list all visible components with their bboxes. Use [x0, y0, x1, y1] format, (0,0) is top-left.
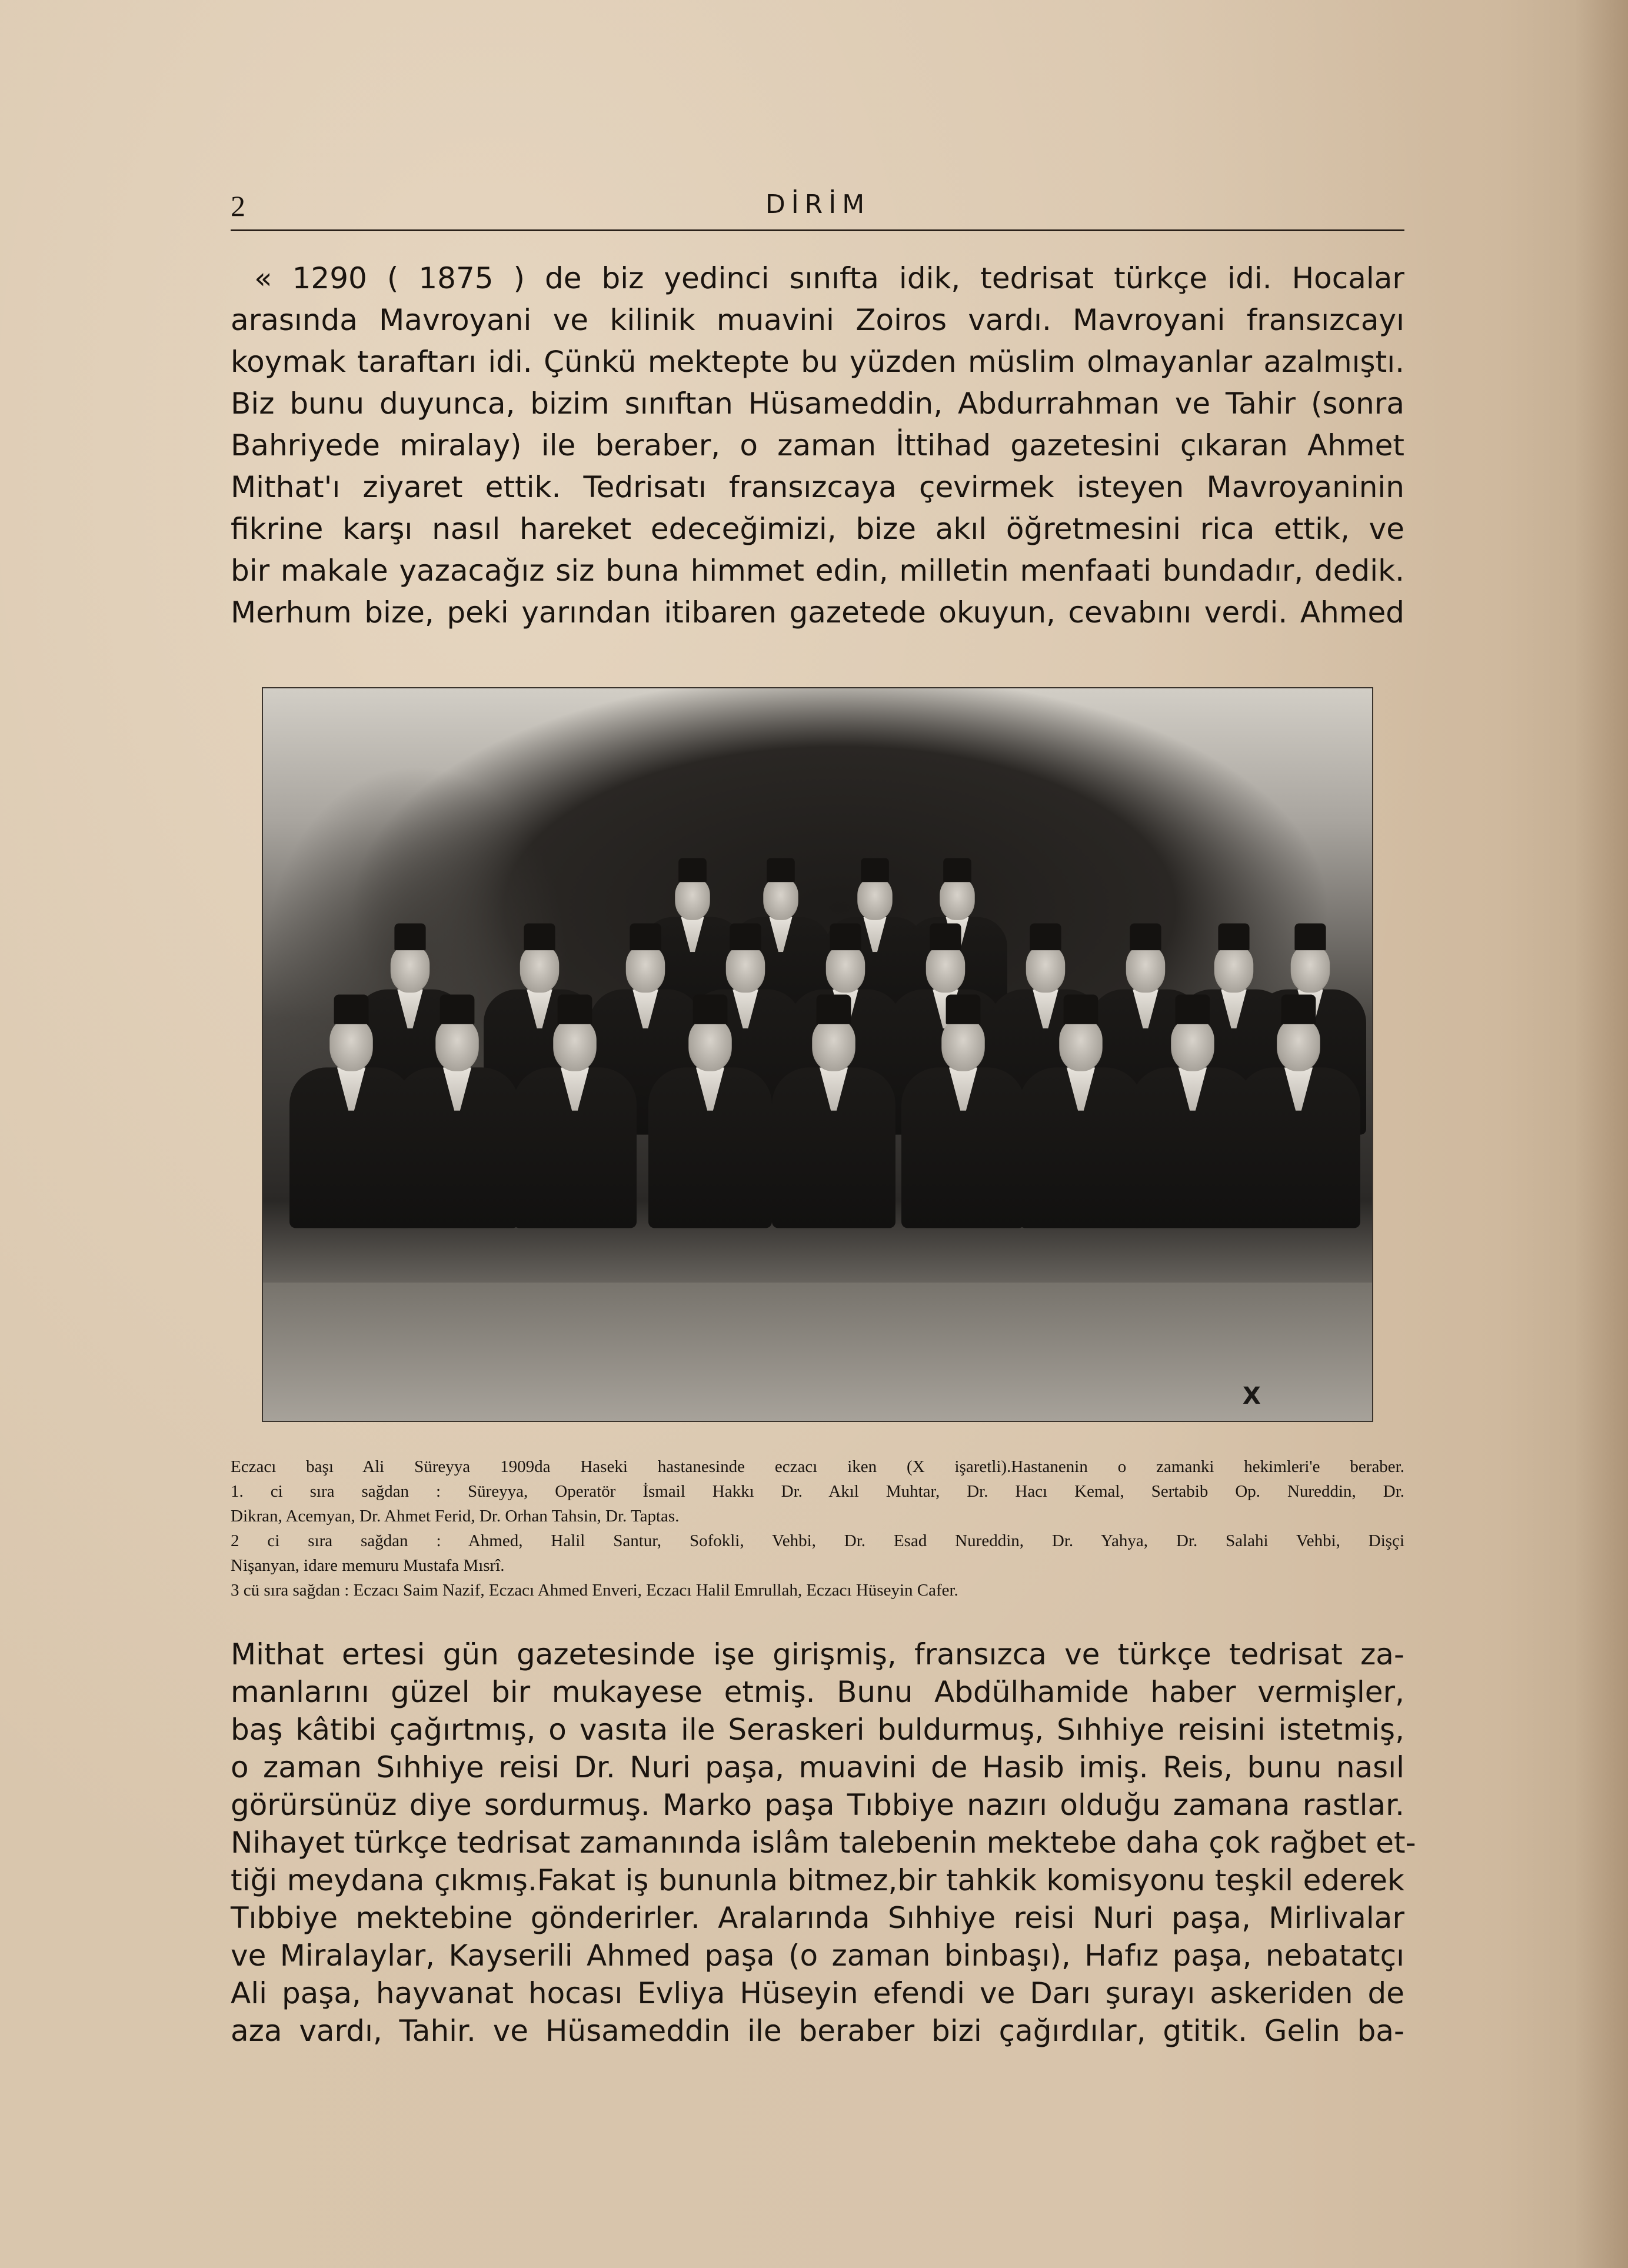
text-line: ve Miralaylar, Kayserili Ahmed paşa (o zaman binbaşı), Hafız paşa, nebatatçı	[231, 1939, 1404, 1973]
photo-person	[513, 995, 637, 1230]
person-face	[553, 1020, 597, 1071]
photo-person	[1237, 995, 1360, 1230]
person-hat	[440, 995, 475, 1024]
photo-caption	[231, 1454, 1404, 1603]
text-line: Biz bunu duyunca, bizim sınıftan Hüsameddin, Abdurrahman ve Tahir (sonra	[231, 387, 1404, 421]
person-face	[626, 946, 665, 993]
text-line: fikrine karşı nasıl hareket edeceğimizi, bize akıl öğretmesini rica ettik, ve	[231, 512, 1404, 546]
photo-ground	[263, 1283, 1372, 1421]
person-hat	[943, 858, 971, 882]
person-hat	[678, 858, 707, 882]
person-hat	[861, 858, 889, 882]
person-face	[857, 878, 893, 920]
person-hat	[946, 995, 981, 1024]
person-hat	[558, 995, 592, 1024]
person-face	[1277, 1020, 1320, 1071]
photo-person	[395, 995, 519, 1230]
person-hat	[1281, 995, 1316, 1024]
caption-line: Eczacı başı Ali Süreyya 1909da Haseki hastanesinde eczacı iken (X işaretli).Hastanenin o zamanki hekimleri'e beraber.	[231, 1457, 1404, 1476]
person-face	[940, 878, 975, 920]
person-hat	[394, 924, 425, 951]
text-line: arasında Mavroyani ve kilinik muavini Zoiros vardı. Mavroyani fransızcayı	[231, 303, 1404, 337]
person-hat	[334, 995, 369, 1024]
journal-title: DİRİM	[765, 189, 871, 219]
text-line: bir makale yazacağız siz buna himmet edin, milletin menfaati bundadır, dedik.	[231, 554, 1404, 588]
person-face	[688, 1020, 732, 1071]
person-face	[435, 1020, 479, 1071]
person-hat	[1176, 995, 1210, 1024]
person-face	[926, 946, 966, 993]
person-face	[726, 946, 765, 993]
photo-person	[289, 995, 413, 1230]
person-hat	[730, 924, 761, 951]
text-line: aza vardı, Tahir. ve Hüsameddin ile beraber bizi çağırdılar, gtitik. Gelin ba-	[231, 2014, 1404, 2048]
text-line: koymak taraftarı idi. Çünkü mektepte bu yüzden müslim olmayanlar azalmıştı.	[231, 345, 1404, 379]
person-hat	[767, 858, 795, 882]
photo-person	[772, 995, 895, 1230]
person-face	[1291, 946, 1330, 993]
text-line: Mithat ertesi gün gazetesinde işe girişmiş, fransızca ve türkçe tedrisat za-	[231, 1637, 1404, 1671]
person-face	[941, 1020, 985, 1071]
caption-line: Nişanyan, idare memuru Mustafa Mısrî.	[231, 1556, 505, 1575]
person-hat	[817, 995, 851, 1024]
photo-person	[1019, 995, 1143, 1230]
person-hat	[830, 924, 861, 951]
person-face	[675, 878, 710, 920]
person-face	[329, 1020, 373, 1071]
paper-edge	[1575, 0, 1628, 2268]
person-hat	[630, 924, 661, 951]
photo-person	[648, 995, 772, 1230]
person-face	[391, 946, 430, 993]
text-line: Nihayet türkçe tedrisat zamanında islâm talebenin mektebe daha çok rağbet et-	[231, 1826, 1416, 1860]
text-line: Merhum bize, peki yarından itibaren gazetede okuyun, cevabını verdi. Ahmed	[231, 595, 1404, 630]
body-text-bottom	[231, 1636, 1416, 2050]
person-face	[826, 946, 865, 993]
text-line: görürsünüz diye sordurmuş. Marko paşa Tıbbiye nazırı olduğu zamana rastlar.	[231, 1788, 1404, 1822]
person-hat	[1064, 995, 1098, 1024]
person-hat	[1294, 924, 1326, 951]
text-line: Mithat'ı ziyaret ettik. Tedrisatı fransızcaya çevirmek isteyen Mavroyaninin	[231, 470, 1404, 504]
caption-line: 3 cü sıra sağdan : Eczacı Saim Nazif, Eczacı Ahmed Enveri, Eczacı Halil Emrullah, Eczacı Hüseyin Cafer.	[231, 1581, 958, 1600]
photo-person	[1131, 995, 1254, 1230]
person-hat	[693, 995, 728, 1024]
body-text-top	[231, 258, 1404, 634]
text-line: baş kâtibi çağırtmış, o vasıta ile Seraskeri buldurmuş, Sıhhiye reisini istetmiş,	[231, 1713, 1404, 1747]
page-header	[0, 0, 1628, 247]
caption-line: Dikran, Acemyan, Dr. Ahmet Ferid, Dr. Orhan Tahsin, Dr. Taptas.	[231, 1507, 680, 1526]
person-face	[1059, 1020, 1103, 1071]
person-face	[763, 878, 798, 920]
person-hat	[1218, 924, 1249, 951]
text-line: Ali paşa, hayvanat hocası Evliya Hüseyin efendi ve Darı şurayı askeriden de	[231, 1976, 1404, 2010]
text-line: Tıbbiye mektebine gönderirler. Aralarında Sıhhiye reisi Nuri paşa, Mirlivalar	[231, 1901, 1404, 1935]
photo-mark: X	[1243, 1383, 1261, 1410]
page-number: 2	[231, 189, 245, 222]
text-line: o zaman Sıhhiye reisi Dr. Nuri paşa, muavini de Hasib imiş. Reis, bunu nasıl	[231, 1750, 1404, 1784]
person-hat	[1030, 924, 1061, 951]
text-line: tiği meydana çıkmış.Fakat iş bununla bitmez,bir tahkik komisyonu teşkil ederek	[231, 1863, 1404, 1897]
text-line: « 1290 ( 1875 ) de biz yedinci sınıfta idik, tedrisat türkçe idi. Hocalar	[254, 261, 1404, 295]
text-line: manlarını güzel bir mukayese etmiş. Bunu Abdülhamide haber vermişler,	[231, 1675, 1404, 1709]
text-line: Bahriyede miralay) ile beraber, o zaman İttihad gazetesini çıkaran Ahmet	[231, 428, 1404, 462]
person-face	[1126, 946, 1166, 993]
person-hat	[1130, 924, 1161, 951]
header-rule	[231, 229, 1404, 231]
person-face	[812, 1020, 855, 1071]
person-face	[1171, 1020, 1214, 1071]
group-photo	[262, 687, 1373, 1422]
person-face	[1214, 946, 1254, 993]
person-face	[520, 946, 560, 993]
person-hat	[524, 924, 555, 951]
person-face	[1026, 946, 1066, 993]
person-hat	[930, 924, 961, 951]
photo-person	[901, 995, 1025, 1230]
caption-line: 1. ci sıra sağdan : Süreyya, Operatör İsmail Hakkı Dr. Akıl Muhtar, Dr. Hacı Kemal, Sertabib Op. Nureddin, Dr.	[231, 1482, 1404, 1501]
caption-line: 2 ci sıra sağdan : Ahmed, Halil Santur, Sofokli, Vehbi, Dr. Esad Nureddin, Dr. Yahya, Dr. Salahi Vehbi, Dişçi	[231, 1531, 1404, 1550]
